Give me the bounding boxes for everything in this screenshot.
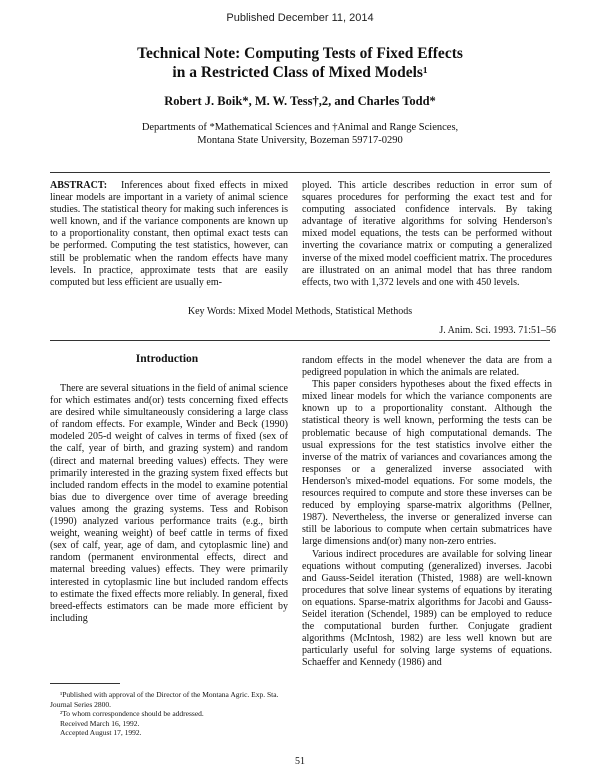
published-date: Published December 11, 2014	[226, 12, 374, 24]
abstract-text-left: Inferences about fixed effects in mixed linear models are important in a variety of animal science studies. The statistical theory for making such inferences is well known, and if the variance components are known up to a proportionality constant, then optimal exact tests can be performed. Computing the test statistics, however, can still be problematic when the random effects have many levels. In practice, approximate tests that are easily computed but less efficient are usually em-	[50, 180, 289, 288]
intro-right-paragraph-3: Various indirect procedures are available for solving linear equations without computing (generalized) inverses. Jacobi and Gauss-Seidel iteration (Thisted, 1988) are well-known procedures that solve linear systems of equations by iterating on equations. Sparse-matrix algorithms for Jacobi and Gauss-Seidel iteration (Schendel, 1989) can be employed to reduce the computational burden further. Conjugate gradient algorithms (McIntosh, 1982) are less well known but are particularly useful for solving large systems of equations. Schaeffer and Kennedy (1986) and	[302, 548, 552, 669]
abstract-left-column	[50, 180, 288, 289]
journal-citation: J. Anim. Sci. 1993. 71:51–56	[439, 325, 556, 336]
article-title	[60, 44, 540, 82]
intro-left-column	[50, 383, 288, 625]
page-number: 51	[295, 756, 305, 767]
footnote-1: ¹Published with approval of the Director of the Montana Agric. Exp. Sta. Journal Series 2800.	[50, 690, 279, 709]
keywords: Key Words: Mixed Model Methods, Statistical Methods	[187, 306, 413, 317]
footnotes	[50, 690, 288, 738]
abstract-text-right: ployed. This article describes reduction in error sum of squares procedures for performing the exact test and for computing associated confidence intervals. By taking advantage of iterative algorithms for solving Henderson's mixed model equations, the tests can be performed without inverting the covariance matrix or computing a generalized inverse of the mixed model coefficient matrix. The procedures are illustrated on an animal model that has three random effects, two with 1,372 levels and one with 450 levels.	[302, 180, 552, 288]
section-heading-introduction: Introduction	[135, 353, 199, 365]
footnote-rule	[50, 683, 120, 684]
intro-right-paragraph-1: random effects in the model whenever the data are from a pedigreed population in which the animals are related.	[302, 355, 552, 379]
abstract-bottom-rule	[50, 340, 550, 341]
footnote-2: ²To whom correspondence should be addressed.	[60, 709, 204, 718]
intro-left-paragraph: There are several situations in the field of animal science for which estimates and(or) tests concerning fixed effects are desired while simultaneously considering a large class of random effects. For example, Winder and Beck (1990) modeled 205-d weight of calves in terms of fixed (sex of the calf, year of birth, and grazing system) and random (direct and maternal breeding values) effects. They were primarily interested in the grazing system fixed effects but included random effects in the model to examine potential bias due to divergence over time of average breeding values among the grazing systems. Tess and Robison (1990) analyzed various performance traits (e.g., birth weight, weaning weight) of beef cattle in terms of fixed (sex of calf, year, age of dam, and cytoplasmic line) and random (permanent environmental effects, direct and maternal breeding values) effects. They were primarily interested in cytoplasmic line but included random effects to estimate the fixed effects more reliably. In general, fixed breed-effects estimators can be made more efficient by including	[50, 383, 288, 624]
title-line-1: Technical Note: Computing Tests of Fixed Effects	[137, 45, 463, 62]
affiliation	[80, 121, 520, 147]
footnote-accepted: Accepted August 17, 1992.	[60, 728, 142, 737]
title-line-2: in a Restricted Class of Mixed Models¹	[172, 64, 428, 81]
abstract-right-column	[302, 180, 552, 289]
abstract-label: ABSTRACT:	[50, 180, 108, 191]
footnote-received: Received March 16, 1992.	[60, 718, 140, 728]
affiliation-line-1: Departments of *Mathematical Sciences and †Animal and Range Sciences,	[141, 122, 459, 133]
intro-right-paragraph-2: This paper considers hypotheses about the fixed effects in mixed linear models for which the variance components are known up to a proportionality constant. Although the statistical theory is well known, performing the tests can be problematic because of high computational demands. The usual expressions for the test statistics involve either the inverse of the matrix of variances and covariances among the responses or a generalized inverse associated with Henderson's mixed-model equations. For some models, the resources required to compute and store these inverses can be reduced by employing sparse-matrix algorithms (Pellner, 1987). Nevertheless, the inverse or generalized inverse can still be laborious to compute when certain submatrices have large dimensions and(or) many non-zero entries.	[302, 379, 552, 548]
affiliation-line-2: Montana State University, Bozeman 59717-0290	[197, 135, 403, 146]
intro-right-column	[302, 355, 552, 669]
abstract-top-rule	[50, 172, 550, 173]
authors: Robert J. Boik*, M. W. Tess†,2, and Charles Todd*	[164, 94, 436, 108]
